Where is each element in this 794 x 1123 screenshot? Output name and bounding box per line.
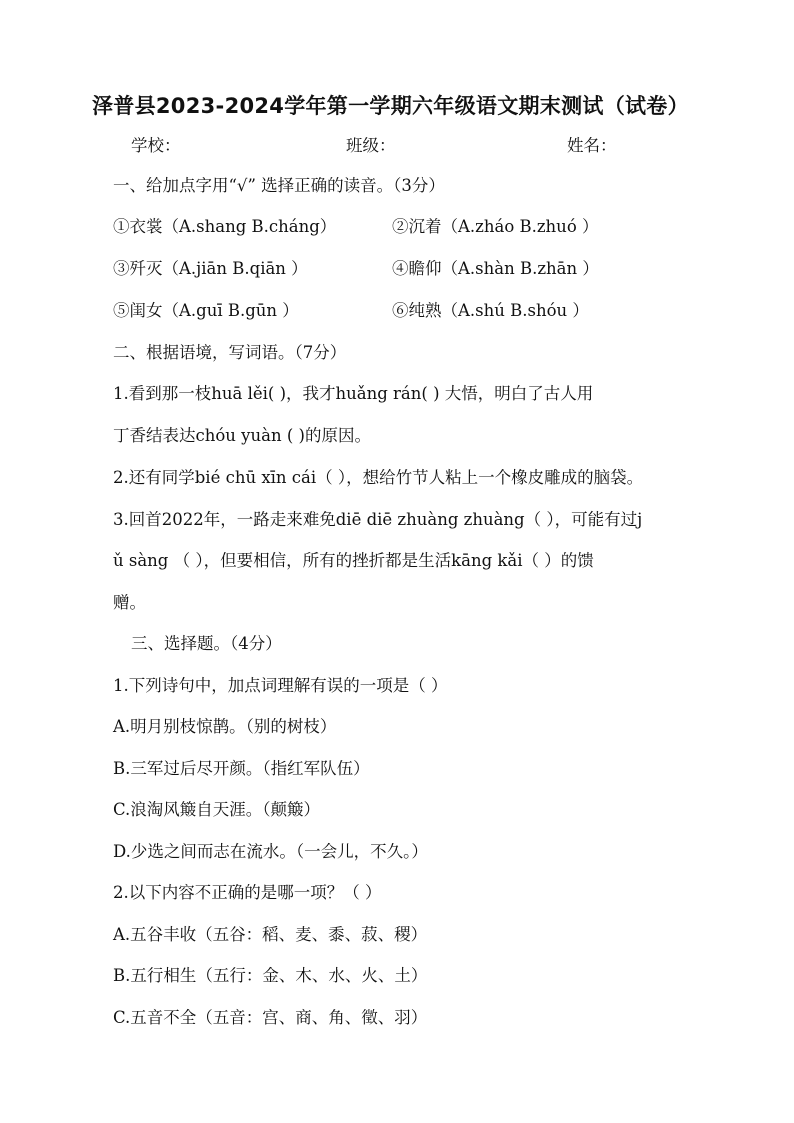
section2-line-1: 1.看到那一枝huā lěi( )，我才huǎng rán( ) 大悟，明白了古人用	[113, 384, 594, 403]
section3-line-2: A.明月别枝惊鹊。（别的树枝）	[113, 717, 337, 736]
section3-line-3: B.三军过后尽开颜。（指红军队伍）	[113, 759, 370, 778]
section3-line-5: D.少选之间而志在流水。（一会儿，不久。）	[113, 842, 428, 861]
section3-line-1: 1.下列诗句中，加点词理解有误的一项是（ ）	[113, 676, 448, 695]
section2-line-2: 丁香结表达chóu yuàn ( )的原因。	[113, 426, 371, 445]
section3-line-9: C.五音不全（五音：宫、商、角、徵、羽）	[113, 1008, 428, 1027]
class-label: 班级：	[346, 136, 396, 155]
section2-line-4: 3.回首2022年，一路走来难免diē diē zhuàng zhuàng（ ），可能有过j	[113, 510, 643, 529]
section1-heading: 一、给加点字用“√” 选择正确的读音。（3分）	[113, 176, 445, 195]
section3-line-7: A.五谷丰收（五谷：稻、麦、黍、菽、稷）	[113, 925, 428, 944]
section2-heading: 二、根据语境，写词语。（7分）	[113, 343, 347, 362]
section1-item-5: ⑤闺女（A.guī B.gūn ）	[113, 301, 299, 320]
section1-item-1: ①衣裳（A.shang B.cháng）	[113, 217, 337, 236]
section2-line-3: 2.还有同学bié chū xīn cái（ ），想给竹节人粘上一个橡皮雕成的脑袋。	[113, 468, 644, 487]
section2-line-5: ǔ sàng （ ），但要相信，所有的挫折都是生活kāng kǎi（ ）的馈	[113, 551, 594, 570]
page-title: 泽普县2023-2024学年第一学期六年级语文期末测试（试卷）	[92, 94, 689, 118]
section1-item-3: ③歼灭（A.jiān B.qiān ）	[113, 259, 308, 278]
section1-item-4: ④瞻仰（A.shàn B.zhān ）	[392, 259, 599, 278]
school-label: 学校：	[131, 136, 181, 155]
name-label: 姓名：	[567, 136, 617, 155]
section2-line-6: 赠。	[113, 593, 146, 612]
section3-line-4: C.浪淘风簸自天涯。（颠簸）	[113, 800, 321, 819]
section1-item-2: ②沉着（A.zháo B.zhuó ）	[392, 217, 599, 236]
section3-line-6: 2.以下内容不正确的是哪一项？（ ）	[113, 883, 382, 902]
section1-item-6: ⑥纯熟（A.shú B.shóu ）	[392, 301, 589, 320]
section3-line-8: B.五行相生（五行：金、木、水、火、土）	[113, 966, 428, 985]
section3-heading: 三、选择题。（4分）	[131, 634, 282, 653]
